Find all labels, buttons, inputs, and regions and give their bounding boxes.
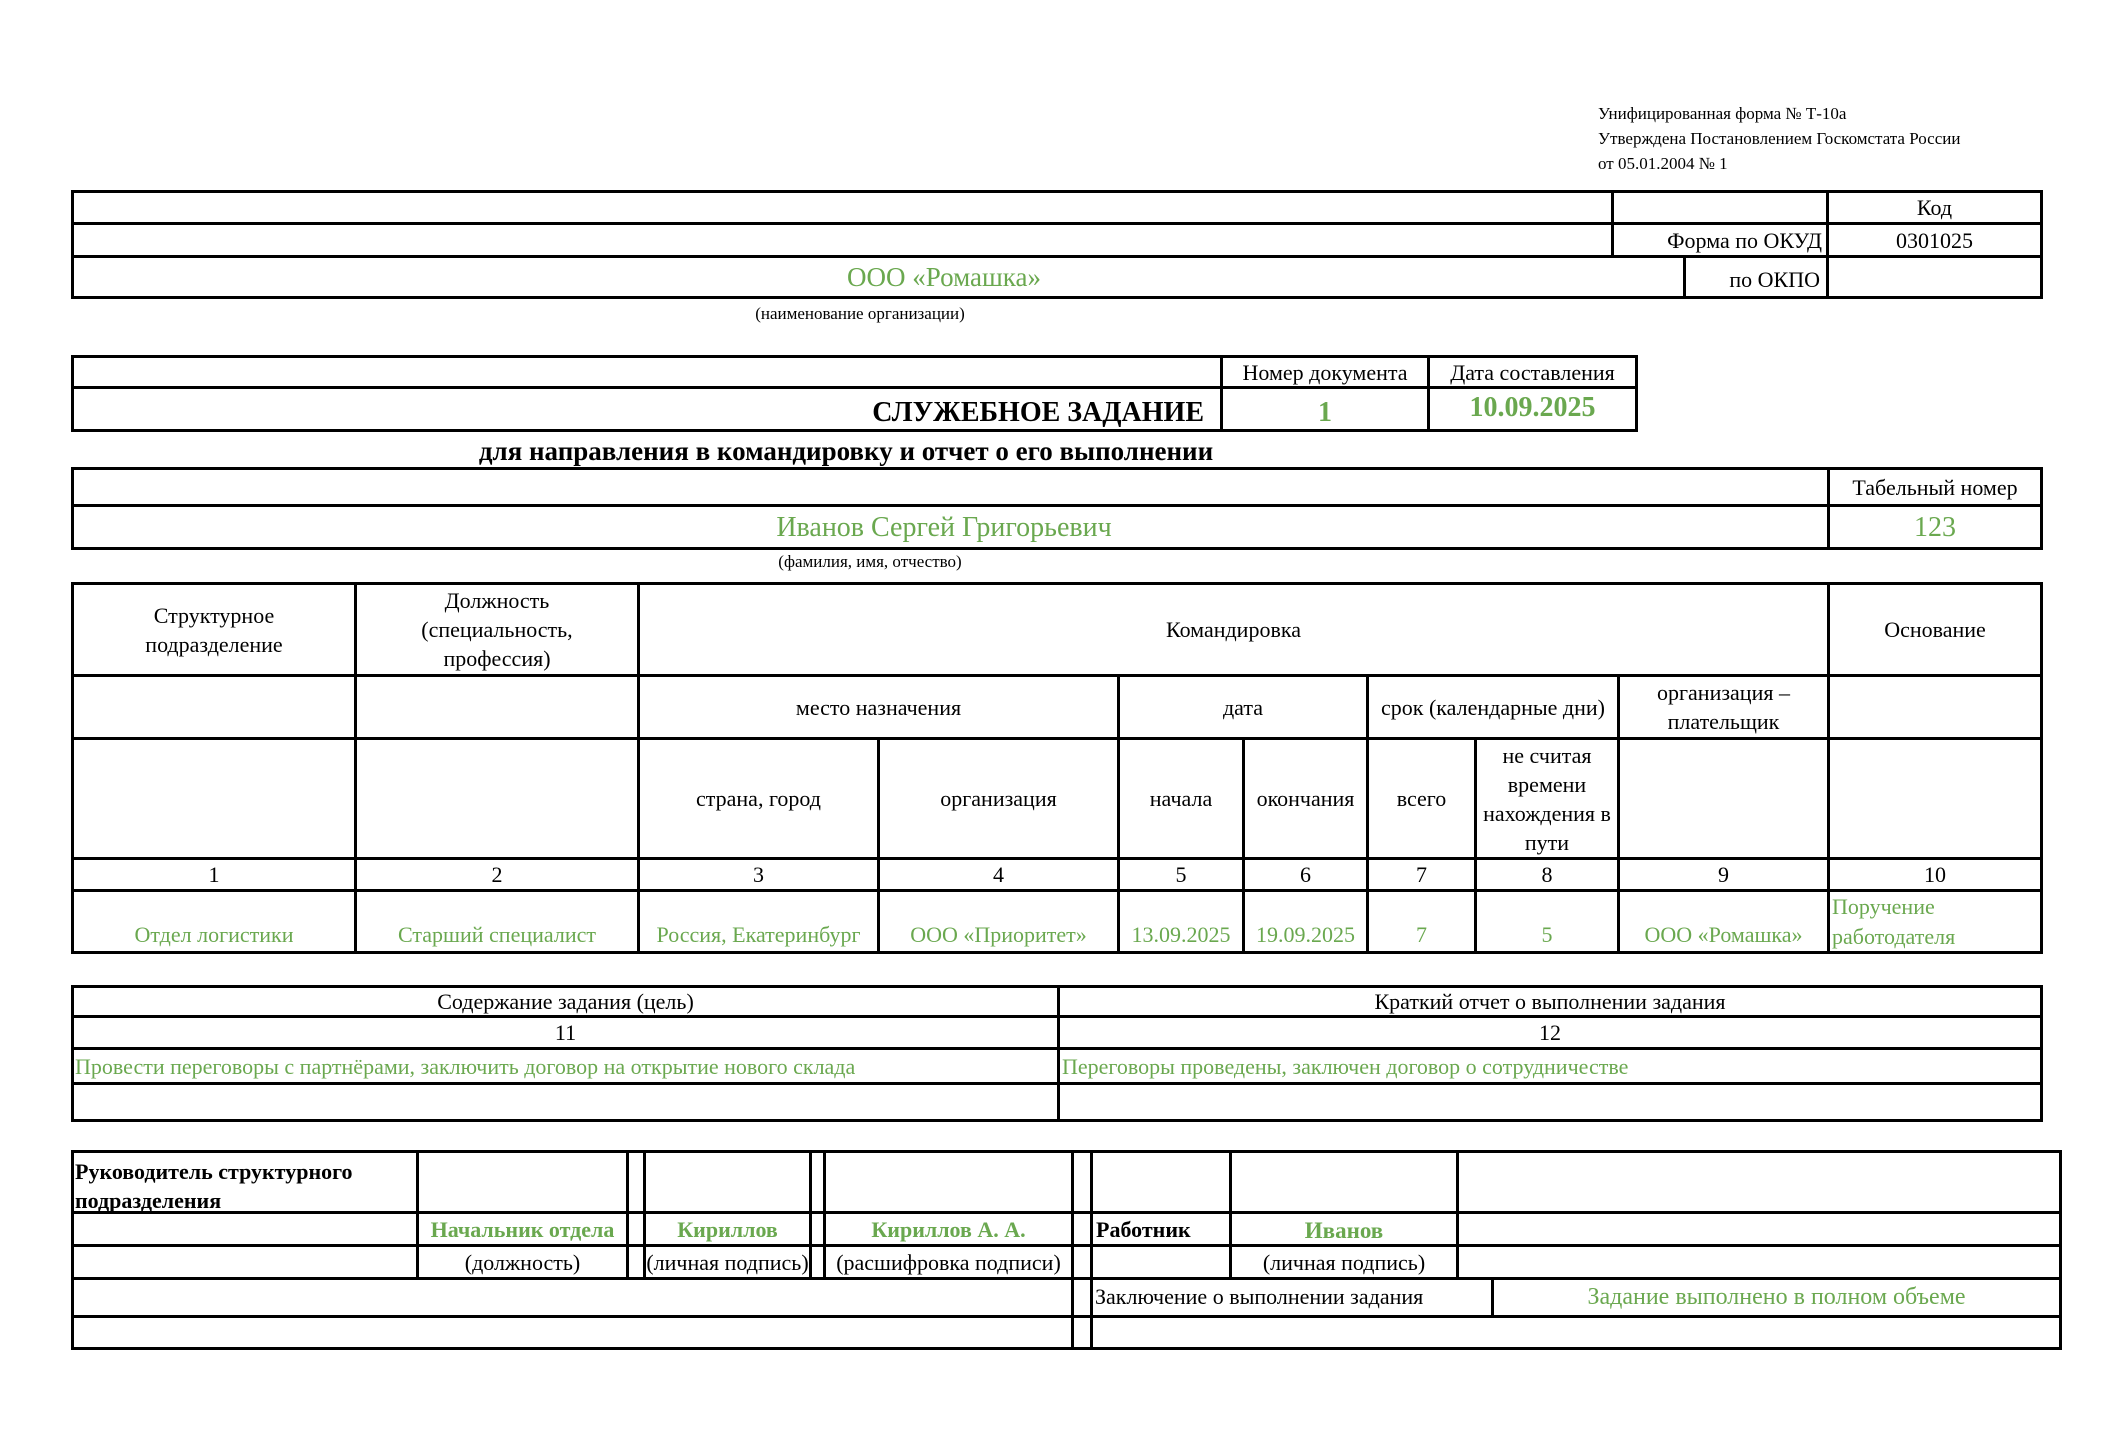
divider — [809, 1150, 812, 1280]
divider — [71, 547, 2043, 550]
tab-number-value[interactable]: 123 — [1914, 511, 1956, 543]
cell-position[interactable]: Старший специалист — [398, 922, 596, 947]
cell-basis[interactable]: Поручение работодателя — [1832, 894, 1956, 949]
header-excluding-travel: не считая времени нахождения в пути — [1483, 742, 1611, 855]
header-position: Должность (специальность, профессия) — [421, 588, 573, 671]
cell-payer[interactable]: ООО «Ромашка» — [1644, 922, 1803, 947]
divider — [2040, 582, 2043, 954]
header-term: срок (календарные дни) — [1381, 694, 1605, 720]
doc-number-value[interactable]: 1 — [1318, 397, 1332, 428]
task-report-value[interactable]: Переговоры проведены, заключен договор о сотрудничестве — [1062, 1053, 1629, 1079]
task-content-label: Содержание задания (цель) — [437, 989, 694, 1014]
divider — [2040, 190, 2043, 299]
header-department: Структурное подразделение — [145, 602, 283, 657]
task-content-value[interactable]: Провести переговоры с партнёрами, заключить договор на открытие нового склада — [75, 1053, 856, 1079]
divider — [2059, 1150, 2062, 1350]
page-subtitle: для направления в командировку и отчет о его выполнении — [478, 436, 1214, 466]
column-number: 3 — [753, 862, 764, 887]
divider — [71, 1347, 2062, 1350]
conclusion-value[interactable]: Задание выполнено в полном объеме — [1587, 1284, 1966, 1310]
header-trip: Командировка — [1166, 617, 1301, 642]
caption-name: (расшифровка подписи) — [836, 1249, 1061, 1275]
head-label: Руководитель структурного подразделения — [75, 1159, 353, 1213]
conclusion-label: Заключение о выполнении задания — [1095, 1283, 1424, 1309]
doc-date-value[interactable]: 10.09.2025 — [1469, 391, 1596, 423]
divider — [1635, 355, 1638, 432]
cell-start-date[interactable]: 13.09.2025 — [1131, 922, 1231, 947]
head-position[interactable]: Начальник отдела — [430, 1216, 615, 1242]
organization-name[interactable]: ООО «Ромашка» — [847, 261, 1041, 292]
header-date: дата — [1222, 694, 1264, 720]
task-report-extra-field[interactable] — [1060, 1085, 2040, 1119]
head-name[interactable]: Кириллов А. А. — [871, 1216, 1026, 1242]
cell-department[interactable]: Отдел логистики — [134, 922, 294, 947]
worker-label: Работник — [1096, 1216, 1191, 1242]
column-number: 5 — [1175, 862, 1187, 887]
worker-signature[interactable]: Иванов — [1304, 1217, 1384, 1243]
divider — [71, 429, 1638, 432]
divider — [626, 1150, 629, 1280]
header-destination: место назначения — [795, 694, 962, 720]
caption-signature: (личная подпись) — [646, 1249, 809, 1275]
column-number: 10 — [1924, 862, 1946, 887]
divider — [71, 190, 2043, 193]
divider — [1071, 1150, 1074, 1350]
header-total: всего — [1396, 786, 1447, 811]
doc-date-label: Дата составления — [1450, 359, 1615, 385]
cell-organization[interactable]: ООО «Приоритет» — [910, 922, 1087, 947]
divider — [71, 1150, 74, 1350]
okud-label: Форма по ОКУД — [1667, 227, 1822, 253]
task-report-label: Краткий отчет о выполнении задания — [1374, 989, 1726, 1014]
header-end: окончания — [1256, 786, 1355, 811]
cell-excluding-travel[interactable]: 5 — [1541, 922, 1553, 947]
header-basis: Основание — [1884, 617, 1986, 642]
divider — [2040, 985, 2043, 1122]
cell-country-city[interactable]: Россия, Екатеринбург — [656, 922, 861, 947]
organization-caption: (наименование организации) — [755, 304, 965, 323]
okpo-label: по ОКПО — [1729, 267, 1820, 292]
divider — [71, 467, 2043, 470]
header-start: начала — [1149, 786, 1213, 811]
employee-name[interactable]: Иванов Сергей Григорьевич — [776, 511, 1112, 543]
form-header-line: от 05.01.2004 № 1 — [1598, 154, 1728, 173]
column-number: 4 — [993, 862, 1004, 887]
task-report-number: 12 — [1539, 1020, 1561, 1045]
header-organization: организация — [940, 786, 1057, 811]
worker-caption: (личная подпись) — [1262, 1249, 1426, 1275]
task-content-number: 11 — [554, 1020, 577, 1045]
form-header-line: Утверждена Постановлением Госкомстата России — [1598, 129, 1961, 148]
divider — [71, 951, 2043, 954]
header-payer: организация – плательщик — [1657, 680, 1790, 734]
tab-number-label: Табельный номер — [1852, 474, 2018, 500]
cell-total-days[interactable]: 7 — [1416, 922, 1427, 947]
divider — [2040, 467, 2043, 550]
column-number: 1 — [208, 862, 220, 887]
form-header-line: Унифицированная форма № Т-10а — [1598, 104, 1847, 123]
page-title: СЛУЖЕБНОЕ ЗАДАНИЕ — [872, 397, 1204, 428]
column-number: 9 — [1718, 862, 1729, 887]
divider — [71, 1150, 2062, 1153]
cell-end-date[interactable]: 19.09.2025 — [1256, 922, 1355, 947]
okpo-value[interactable] — [1829, 258, 2040, 296]
head-signature[interactable]: Кириллов — [677, 1216, 778, 1242]
column-number: 6 — [1300, 862, 1311, 887]
divider — [1090, 1150, 1093, 1350]
divider — [71, 296, 2043, 299]
header-country-city: страна, город — [696, 786, 821, 811]
column-number: 2 — [491, 862, 503, 887]
divider — [71, 1315, 2062, 1318]
employee-caption: (фамилия, имя, отчество) — [778, 552, 962, 571]
task-content-extra-field[interactable] — [74, 1085, 1057, 1119]
code-label: Код — [1916, 195, 1953, 220]
caption-position: (должность) — [464, 1249, 581, 1275]
doc-number-label: Номер документа — [1242, 359, 1408, 385]
okud-value: 0301025 — [1896, 227, 1973, 253]
column-number: 7 — [1416, 862, 1427, 887]
divider — [1456, 1150, 1459, 1280]
column-number: 8 — [1541, 862, 1553, 887]
